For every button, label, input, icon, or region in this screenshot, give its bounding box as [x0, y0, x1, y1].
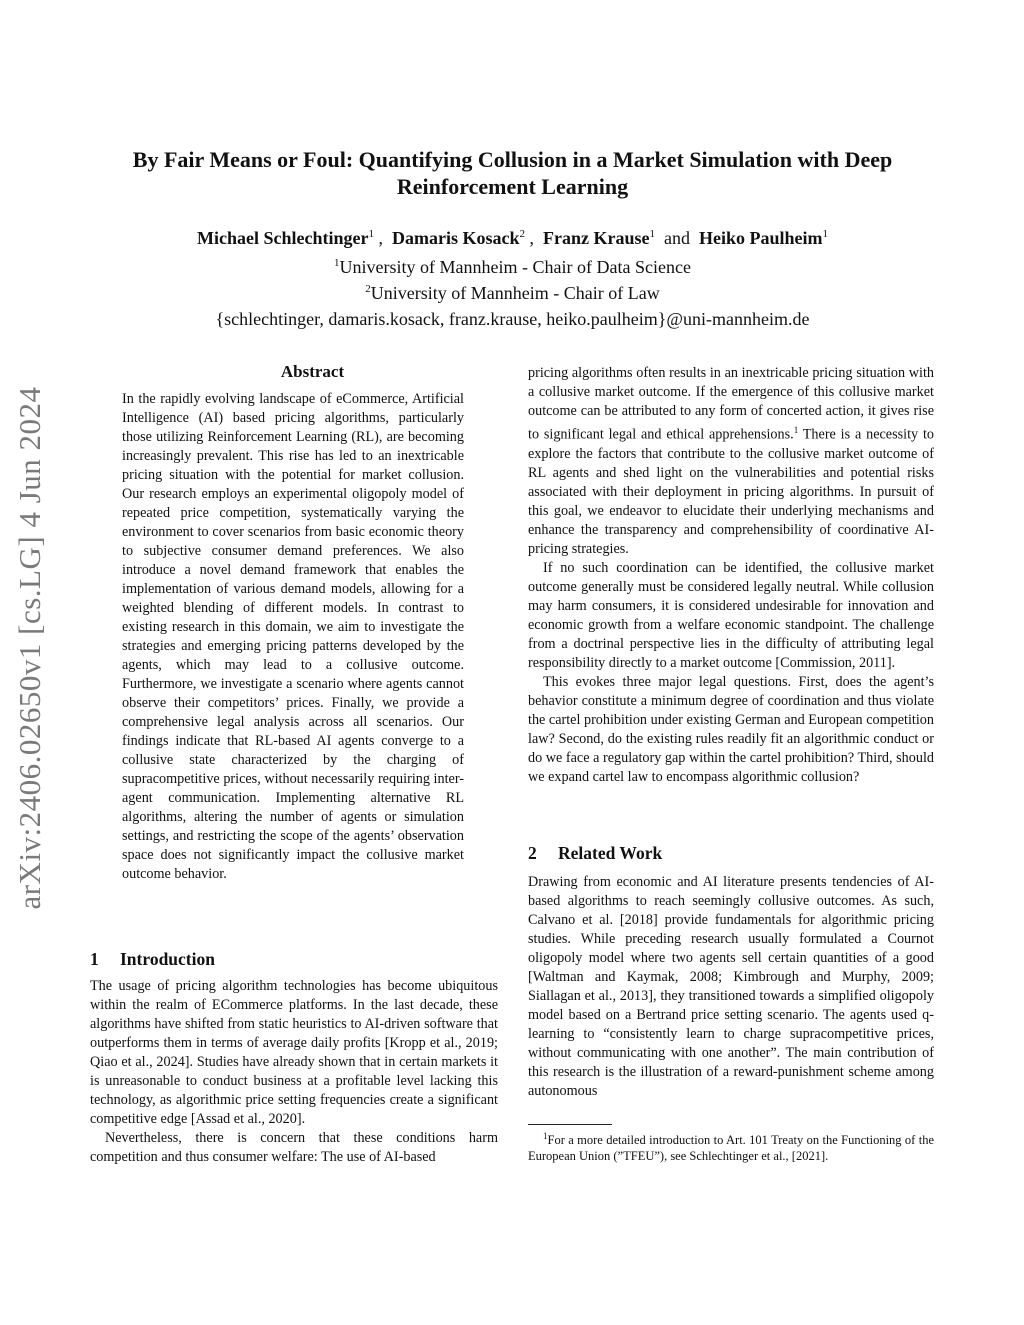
paper-title: By Fair Means or Foul: Quantifying Collusion in a Market Simulation with Deep Reinforcement Learning — [132, 147, 893, 199]
author-name: Heiko Paulheim — [698, 228, 823, 248]
footnote: $^1$For a more detailed introduction to Art. 101 Treaty on the Functioning of the European Union (”TFEU”), see Schlechtinger et al., [2021]. — [528, 1131, 934, 1164]
abstract-body — [122, 390, 464, 884]
author-affil-mark: 2 — [519, 228, 525, 240]
email-line: {schlechtinger, damaris.kosack, franz.krause, heiko.paulheim}@uni-mannheim.de — [215, 309, 810, 329]
paragraph: Nevertheless, there is concern that these conditions harm competition and thus consumer welfare: The use of AI-based — [90, 1130, 498, 1165]
author-name: Michael Schlechtinger — [197, 228, 369, 248]
footnote-divider — [528, 1124, 612, 1125]
abstract-paragraph: In the rapidly evolving landscape of eCommerce, Artificial Intelligence (AI) based pricing algorithms, particularly those utilizing Reinforcement Learning (RL), are becoming increasingly prevalent. This rise has led to an inextricable pricing situation with the potential for market collusion. Our research employs an experimental oligopoly model of repeated price competition, systematically varying the environment to cover scenarios from basic economic theory to subjective consumer demand preferences. We also introduce a novel demand framework that enables the implementation of various demand models, allowing for a weighted blending of different models. In contrast to existing research in this domain, we aim to investigate the strategies and emerging pricing patterns developed by the agents, which may lead to a collusive outcome. Furthermore, we investigate a scenario where agents cannot observe their competitors’ prices. Finally, we provide a comprehensive legal analysis across all scenarios. Our findings indicate that RL-based AI agents converge to a collusive state characterized by the charging of supracompetitive prices, without necessarily requiring inter-agent communication. Implementing alternative RL algorithms, altering the number of agents or simulation settings, and restricting the scope of the agents’ observation space does not significantly impact the collusive market outcome behavior. — [122, 391, 464, 882]
paragraph: This evokes three major legal questions. First, does the agent’s behavior constitute a minimum degree of coordination and thus violate the cartel prohibition under existing German and European competition law? Second, do the existing rules readily fit an algorithmic conduct or do we face a regulatory gap within the cartel prohibition? Third, should we expand cartel law to encompass algorithmic collusion? — [528, 673, 934, 785]
author-and: and — [663, 228, 690, 248]
author-list: Michael Schlechtinger$^1$ , Damaris Kosack$^2$ , Franz Krause$^1$ and Heiko Paulheim$^1$ — [197, 228, 828, 248]
footnote-mark: 1 — [793, 425, 799, 435]
affiliation-line: $^1$University of Mannheim - Chair of Data Science — [334, 257, 691, 277]
author-affil-mark: 1 — [368, 228, 374, 240]
paragraph: If no such coordination can be identified, the collusive market outcome generally must be considered legally neutral. While collusion may harm consumers, it is considered undesirable for innovation and economic growth from a welfare economic standpoint. The challenge from a doctrinal perspective lies in the difficulty of attributing legal responsibility directly to a market outcome [Commission, 2011]. — [528, 559, 934, 671]
paragraph: Drawing from economic and AI literature presents tendencies of AI-based algorithms to reach seemingly collusive outcomes. As such, Calvano et al. [2018] provide fundamentals for algorithmic pricing studies. While preceding research usually formulated a Cournot oligopoly model where two agents sell certain quantities of a good [Waltman and Kaymak, 2008; Kimbrough and Murphy, 2009; Siallagan et al., 2013], they transitioned towards a simplified oligopoly model based on a Bertrand price setting scenario. The agents used q-learning to “consistently learn to charge supracompetitive prices, without communicating with one another”. The main contribution of this research is the illustration of a reward-punishment scheme among autonomous — [528, 874, 934, 1099]
author-affil-mark: 1 — [649, 228, 655, 240]
section-heading-introduction: 1 Introduction — [90, 949, 215, 969]
paragraph: The usage of pricing algorithm technologies has become ubiquitous within the realm of ECommerce platforms. In the last decade, these algorithms have shifted from static heuristics to AI-driven software that outperforms them in terms of average daily profits [Kropp et al., 2019; Qiao et al., 2024]. Studies have already shown that in certain markets it is unreasonable to conduct business at a profitable level lacking this technology, as algorithmic price setting frequencies create a significant competitive edge [Assad et al., 2020]. — [90, 978, 498, 1127]
author-name: Damaris Kosack — [391, 228, 520, 248]
author-affil-mark: 1 — [822, 228, 828, 240]
arxiv-identifier — [0, 0, 60, 1325]
paragraph: pricing algorithms often results in an inextricable pricing situation with a collusive market outcome. If the emergence of this collusive market outcome can be attributed to any form of concerted action, it gives rise to significant legal and ethical apprehensions.$^1$ There is a necessity to explore the factors that contribute to the collusive market outcome of RL agents and shed light on the vulnerabilities and potential risks associated with their deployment in pricing algorithms. In pursuit of this goal, we endeavor to elucidate their underlying mechanisms and enhance the transparency and comprehensibility of coordinative AI-pricing strategies. — [528, 365, 934, 557]
author-name: Franz Krause — [542, 228, 650, 248]
affiliations — [90, 252, 935, 330]
affiliation-line: $^2$University of Mannheim - Chair of Law — [365, 283, 660, 303]
introduction-body — [90, 977, 498, 1167]
abstract-heading: Abstract — [280, 362, 345, 381]
arxiv-id-text: arXiv:2406.02650v1 [cs.LG] 4 Jun 2024 — [12, 386, 47, 910]
footnote-mark: 1 — [543, 1131, 548, 1141]
introduction-continued — [528, 364, 934, 787]
section-heading-related-work: 2 Related Work — [528, 843, 663, 863]
related-work-body — [528, 873, 934, 1101]
